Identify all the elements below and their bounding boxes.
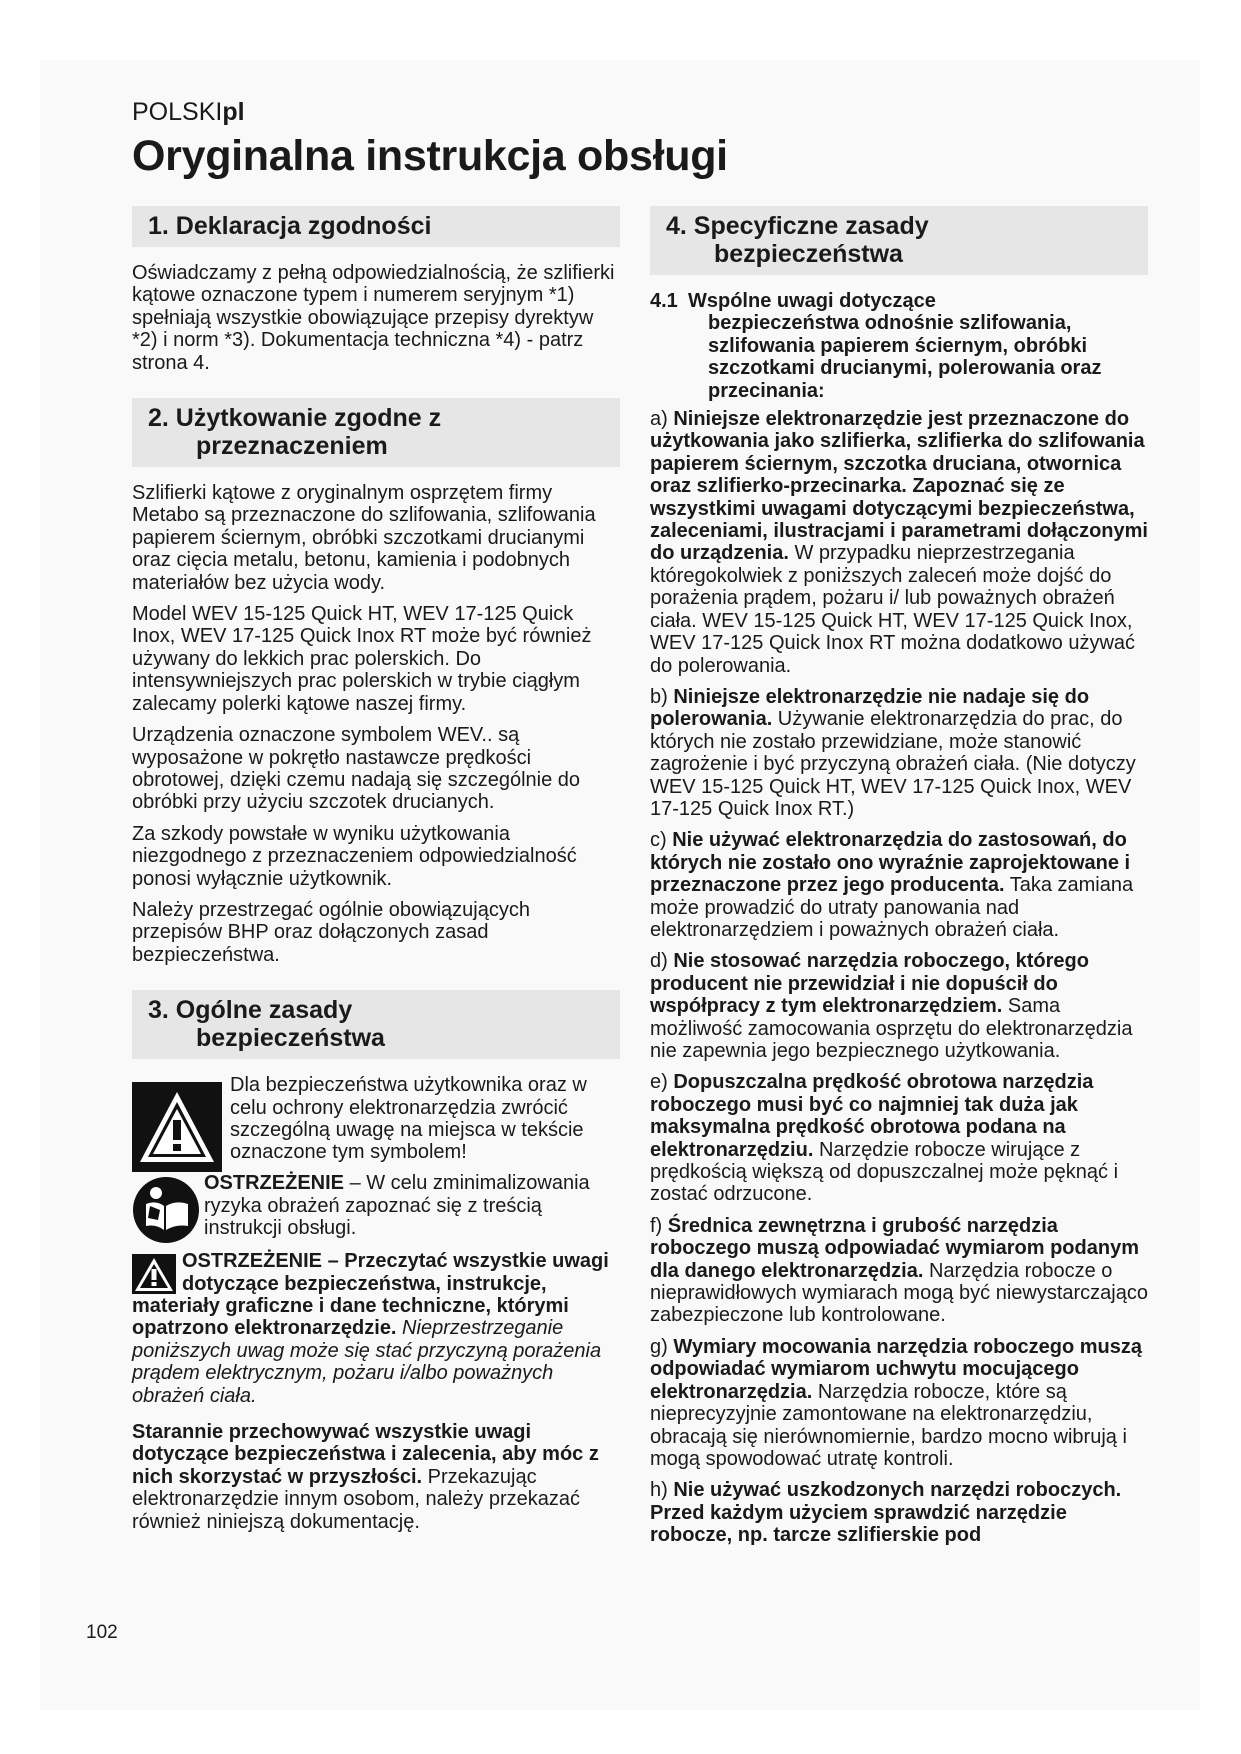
section-3-heading [132,990,620,1059]
subsection-title-line1: Wspólne uwagi dotyczące [688,290,936,312]
section-4-heading-line2: bezpieczeństwa [714,240,903,268]
language-code: pl [222,98,245,126]
read-manual-note [132,1172,620,1244]
section-2-paragraph-2: Model WEV 15-125 Quick HT, WEV 17-125 Quick Inox, WEV 17-125 Quick Inox RT może być również używany do lekkich prac polerskich. Do intensywniejszych prac polerskich w trybie ciągłym zalecamy polerki kątowe naszej firmy. [132,603,592,715]
small-warning-triangle-icon [132,1254,176,1294]
section-3-heading-line2: bezpieczeństwa [196,1024,385,1053]
safety-item-b: b) Niniejsze elektronarzędzie nie nadaje się do polerowania. Używanie elektronarzędzia do prac, do których nie zostało przewidziane, może stanowić zagrożenie i być przyczyną obrażeń ciała. (Nie dotyczy WEV 15-125 Quick HT, WEV 17-125 Quick Inox, WEV 17-125 Quick Inox RT.) [650,685,1136,820]
left-column [132,206,620,1542]
language-label [132,98,245,127]
section-2-heading [132,398,620,467]
safety-item-h: h) Nie używać uszkodzonych narzędzi roboczych. Przed każdym użyciem sprawdzić narzędzie robocze, np. tarcze szlifierskie pod [650,1479,1122,1547]
read-manual-text: – W celu zminimalizowania ryzyka obrażeń zapoznać się z treścią instrukcji obsługi. [204,1172,590,1239]
section-1-heading: 1. Deklaracja zgodności [132,206,620,247]
subsection-number: 4.1 [650,290,678,312]
safety-item-g: g) Wymiary mocowania narzędzia roboczego muszą odpowiadać wymiarom uchwytu mocującego elektronarzędzia. Narzędzia robocze, które są nieprecyzyjnie zamontowane na elektronarzędziu, obracają się nierównomiernie, bardzo mocno wibrują i mogą spowodować utratę kontroli. [650,1335,1142,1470]
warning-symbol-note [132,1074,620,1164]
safety-item-e: e) Dopuszczalna prędkość obrotowa narzędzia roboczego musi być co najmniej tak duża jak maksymalna prędkość obrotowa podana na elektronarzędziu. Narzędzie robocze wirujące z prędkością większą od dopuszczalnej może pęknąć i zostać odrzucone. [650,1071,1119,1206]
section-2-paragraph-4: Za szkody powstałe w wyniku użytkowania niezgodnego z przeznaczeniem odpowiedzialność ponosi wyłącznie użytkownik. [132,822,577,890]
section-2-paragraph-3: Urządzenia oznaczone symbolem WEV.. są wyposażone w pokrętło nastawcze prędkości obrotowej, dzięki czemu nadają się szczególnie do obróbki przy użyciu szczotek drucianych. [132,724,581,814]
read-manual-warning-label: OSTRZEŻENIE [204,1172,345,1195]
safety-item-a: a) Niniejsze elektronarzędzie jest przeznaczone do użytkowania jako szlifierka, szlifierka do szlifowania papierem ściernym, szczotka druciana, otwornica oraz szlifierko-przecinarka. Zapoznać się ze wszystkimi uwagami dotyczącymi bezpieczeństwa, zaleceniami, ilustracjami i parametrami dołączonymi do urządzenia. W przypadku nieprzestrzegania któregokolwiek z poniższych zaleceń może dojść do porażenia prądem, pożaru i/ lub poważnych obrażeń ciała. WEV 15-125 Quick HT, WEV 17-125 Quick Inox, WEV 17-125 Quick Inox RT można dodatkowo używać do polerowania. [650,408,1148,677]
section-2-heading-line2: przeznaczeniem [196,432,388,461]
subsection-4-1-heading [650,290,1148,402]
warning-symbol-text: Dla bezpieczeństwa użytkownika oraz w celu ochrony elektronarzędzia zwrócić szczególną uwagę na miejsca w tekście oznaczone tym symbolem! [230,1074,587,1164]
page-number: 102 [86,1622,118,1643]
section-4-heading-line1: 4. Specyficzne zasady [666,212,929,240]
keep-instructions-paragraph: Starannie przechowywać wszystkie uwagi dotyczące bezpieczeństwa i zalecenia, aby móc z nich skorzystać w przyszłości. Przekazując elektronarzędzie innym osobom, należy przekazać również niniejszą dokumentację. [132,1421,599,1533]
right-column [650,206,1148,1556]
document-title: Oryginalna instrukcja obsługi [132,132,728,180]
warning-triangle-icon [132,1082,222,1172]
safety-item-c: c) Nie używać elektronarzędzia do zastosowań, do których nie zostało ono wyraźnie zaprojektowane i przeznaczone przez jego producenta. Taka zamiana może prowadzić do utraty panowania nad elektronarzędziem i poważnych obrażeń ciała. [650,829,1134,941]
safety-item-f: f) Średnica zewnętrzna i grubość narzędzia roboczego muszą odpowiadać wymiarom podanym dla danego elektronarzędzia. Narzędzia robocze o nieprawidłowych wymiarach mogą być niewystarczająco zabezpieczone lub kontrolowane. [650,1214,1148,1327]
section-3-heading-line1: 3. Ogólne zasady [148,996,353,1025]
safety-item-d: d) Nie stosować narzędzia roboczego, którego producent nie przewidział i nie dopuścił do współpracy z tym elektronarzędziem. Sama możliwość zamocowania osprzętu do elektronarzędzia nie zapewnia jego bezpiecznego użytkowania. [650,950,1133,1062]
language-name: POLSKI [132,98,223,126]
read-manual-icon [132,1176,200,1244]
section-2-paragraph-1: Szlifierki kątowe z oryginalnym osprzętem firmy Metabo są przeznaczone do szlifowania, szlifowania papierem ściernym, obróbki szczotkami drucianymi oraz cięcia metalu, betonu, kamienia i podobnych materiałów bez użycia wody. [132,482,596,594]
section-4-heading [650,206,1148,275]
section-2-heading-line1: 2. Użytkowanie zgodne z [148,404,442,433]
section-1-paragraph: Oświadczamy z pełną odpowiedzialnością, że szlifierki kątowe oznaczone typem i numerem seryjnym *1) spełniają wszystkie obowiązujące przepisy dyrektyw *2) i norm *3). Dokumentacja techniczna *4) - patrz strona 4. [132,262,615,374]
section-2-paragraph-5: Należy przestrzegać ogólnie obowiązujących przepisów BHP oraz dołączonych zasad bezpieczeństwa. [132,898,530,966]
general-warning-paragraph: OSTRZEŻENIE – Przeczytać wszystkie uwagi dotyczące bezpieczeństwa, instrukcje, materiały graficzne i dane techniczne, którymi opatrzono elektronarzędzie. Nieprzestrzeganie poniższych uwag może się stać przyczyną porażenia prądem elektrycznym, pożaru i/albo poważnych obrażeń ciała. [132,1250,609,1407]
subsection-title-rest: bezpieczeństwa odnośnie szlifowania, szlifowania papierem ściernym, obróbki szczotkami drucianymi, polerowania oraz przecinania: [708,312,1102,402]
